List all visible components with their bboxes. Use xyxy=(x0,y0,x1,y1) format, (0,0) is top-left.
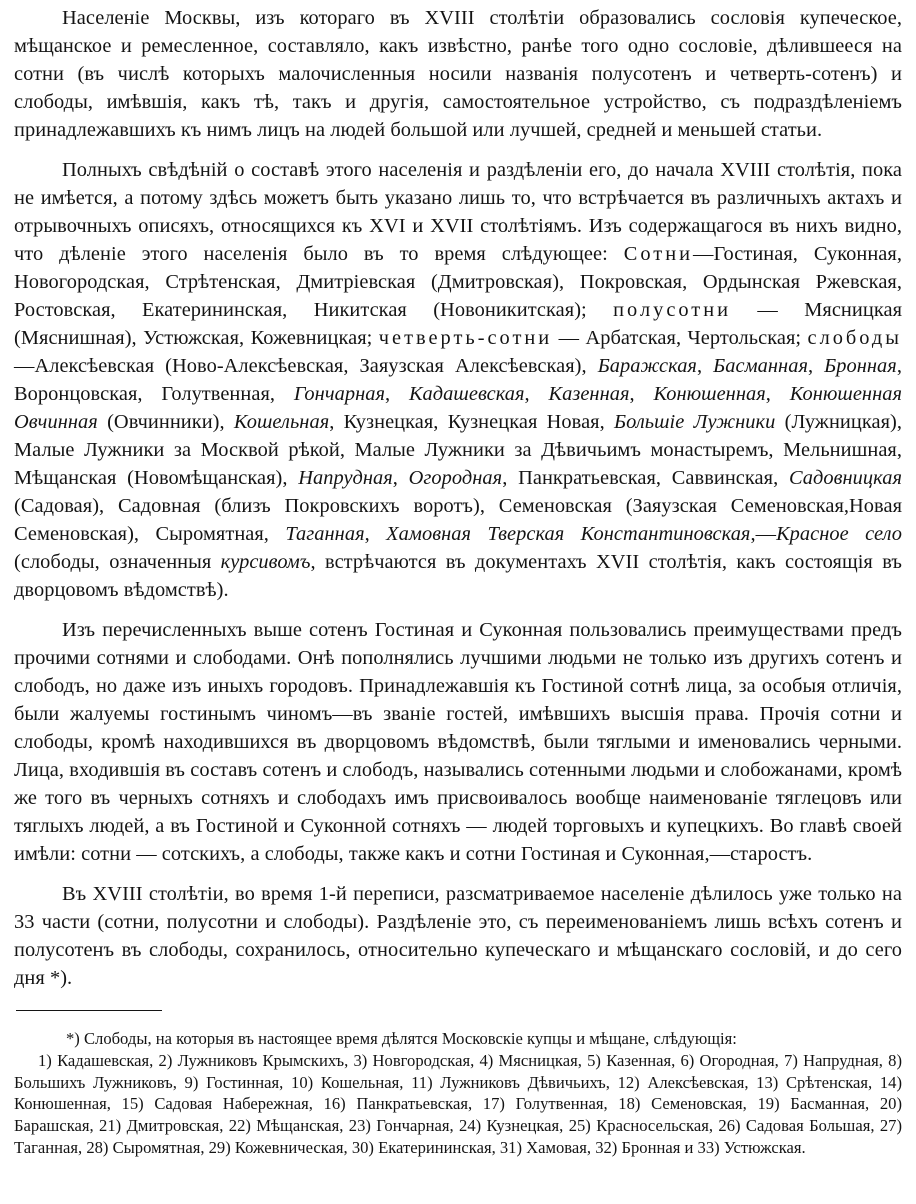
text-run: — Мясницкая (Мяснишная), Устюжская, Кожевницкая; xyxy=(14,299,902,349)
spaced-text: Сотни xyxy=(623,243,694,265)
italic-text: Кошельная xyxy=(233,411,330,433)
italic-text: Большіе Лужники xyxy=(614,411,776,433)
text-run: , xyxy=(765,383,790,405)
text-run: , Воронцовская, Голутвенная, xyxy=(14,355,902,405)
text-run: , Панкратьевская, Саввинская, xyxy=(502,467,789,489)
italic-text: Конюшенная xyxy=(653,383,766,405)
text-run: , xyxy=(392,467,409,489)
italic-text: Казенная xyxy=(548,383,630,405)
paragraph-3 xyxy=(14,616,902,868)
document-body xyxy=(14,4,902,1004)
italic-text: Красное село xyxy=(776,523,903,545)
text-run: , xyxy=(807,355,825,377)
text-run: —Алексѣевская (Ново-Алексѣевская, Заяузская Алексѣевская), xyxy=(14,355,598,377)
italic-text: Баражская xyxy=(597,355,697,377)
italic-text: Таганная xyxy=(285,523,365,545)
footnote-divider xyxy=(16,1010,162,1011)
footnote-heading: *) Слободы, на которыя въ настоящее время дѣлятся Московскіе купцы и мѣщане, слѣдующія: xyxy=(66,1029,737,1048)
text-run: (слободы, означенныя xyxy=(14,551,221,573)
text-run: , xyxy=(364,523,387,545)
paragraph-1 xyxy=(14,4,902,144)
italic-text: Огородная xyxy=(408,467,503,489)
footnote-list: 1) Кадашевская, 2) Лужниковъ Крымскихъ, 3) Новгородская, 4) Мясницкая, 5) Казенная, 6) Огородная, 7) Напрудная, 8) Большихъ Лужниковъ, 9) Гостинная, 10) Кошельная, 11) Лужниковъ Дѣвичьихъ, 12) Алексѣевская, 13) Срѣтенская, 14) Конюшенная, 15) Садовая Набережная, 16) Панкратьевская, 17) Голутвенная, 18) Семеновская, 19) Басманная, 20) Барашская, 21) Дмитровская, 22) Мѣщанская, 23) Гончарная, 24) Кузнецкая, 25) Красносельская, 26) Садовая Большая, 27) Таганная, 28) Сыромятная, 29) Кожевническая, 30) Екатерининская, 31) Хамовая, 32) Бронная и 33) Устюжская. xyxy=(14,1050,902,1157)
text-run: ,— xyxy=(750,523,777,545)
text-run: Населеніе Москвы, изъ котораго въ XVIII столѣтіи образовались сословія купеческое, мѣщанское и ремесленное, составляло, какъ извѣстно, ранѣе того одно сословіе, дѣлившееся на сотни (въ числѣ которыхъ малочисленныя носили названія полусотенъ и четверть-сотенъ) и слободы, имѣвшія, какъ тѣ, такъ и другія, самостоятельное устройство, съ подраздѣленіемъ принадлежавшихъ къ нимъ лицъ на людей большой или лучшей, средней и меньшей статьи. xyxy=(14,7,902,141)
italic-text: Кадашевская xyxy=(408,383,525,405)
text-run: , xyxy=(524,383,549,405)
text-run: Полныхъ свѣдѣній о составѣ этого населенія и раздѣленіи его, до начала XVIII столѣтія, пока не имѣется, а потому здѣсь можетъ быть указано лишь то, что встрѣчается въ различныхъ актахъ и отрывочныхъ описяхъ, относящихся къ XVI и XVII столѣтіямъ. Изъ содержащагося въ нихъ видно, что дѣленіе этого населенія было въ то время слѣдующее: xyxy=(14,159,902,265)
text-run: Въ XVIII столѣтіи, во время 1-й переписи, разсматриваемое населеніе дѣлилось уже только на 33 части (сотни, полусотни и слободы). Раздѣленіе это, съ переименованіемъ лишь всѣхъ сотенъ и полусотенъ въ слободы, сохранилось, относительно купеческаго и мѣщанскаго сословій, и до сего дня *). xyxy=(14,883,902,989)
italic-text: курсивомъ xyxy=(220,551,311,573)
text-run: (Садовая), Садовная (близъ Покровскихъ воротъ), Семеновская (Заяузская Семеновская,Новая Семеновская), Сыромятная, xyxy=(14,495,902,545)
italic-text: Басманная xyxy=(713,355,808,377)
text-run: , xyxy=(696,355,714,377)
italic-text: Конюшенная Овчинная xyxy=(14,383,903,433)
text-run: , встрѣчаются въ документахъ XVII столѣтія, какъ состоящія въ дворцовомъ вѣдомствѣ). xyxy=(14,551,902,601)
spaced-text: слободы xyxy=(807,327,902,349)
text-run: , xyxy=(629,383,654,405)
paragraph-4 xyxy=(14,880,902,992)
text-run: — Арбатская, Чертольская; xyxy=(552,327,808,349)
text-run: Изъ перечисленныхъ выше сотенъ Гостиная и Суконная пользовались преимуществами предъ прочими сотнями и слободами. Онѣ пополнялись лучшими людьми не только изъ другихъ сотенъ и слободъ, но даже изъ иныхъ городовъ. Принадлежавшія къ Гостиной сотнѣ лица, за особыя отличія, были жалуемы гостинымъ чиномъ—въ званіе гостей, имѣвшихъ высшія права. Прочія сотни и слободы, кромѣ находившихся въ дворцовомъ вѣдомствѣ, были тяглыми и именовались черными. Лица, входившія въ составъ сотенъ и слободъ, назывались сотенными людьми и слобожанами, кромѣ же того въ черныхъ сотняхъ и слободахъ имъ присвоивалось вообще наименованіе тяглецовъ или тяглыхъ людей, а въ Гостиной и Суконной сотняхъ — людей торговыхъ и купецкихъ. Во главѣ своей имѣли: сотни — сотскихъ, а слободы, также какъ и сотни Гостиная и Суконная,—старостъ. xyxy=(14,619,902,865)
italic-text: Хамовная Тверская Константиновская xyxy=(386,523,751,545)
text-run: (Овчинники), xyxy=(97,411,234,433)
italic-text: Бронная xyxy=(824,355,897,377)
italic-text: Напрудная xyxy=(298,467,393,489)
italic-text: Гончарная xyxy=(293,383,386,405)
text-run: , Кузнецкая, Кузнецкая Новая, xyxy=(329,411,615,433)
spaced-text: четверть-сотни xyxy=(378,327,553,349)
paragraph-2 xyxy=(14,156,902,604)
text-run: —Гостиная, Суконная, Новогородская, Стрѣтенская, Дмитріевская (Дмитровская), Покровская, Ордынская Ржевская, Ростовская, Екатерининская, Никитская (Новоникитская); xyxy=(14,243,902,321)
italic-text: Садовницкая xyxy=(788,467,902,489)
text-run: , xyxy=(385,383,409,405)
text-run: (Лужницкая), Малые Лужники за Москвой рѣкой, Малые Лужники за Дѣвичьимъ монастыремъ, Мельнишная, Мѣщанская (Новомѣщанская), xyxy=(14,411,902,489)
spaced-text: полусотни xyxy=(613,299,732,321)
footnote xyxy=(14,1028,902,1159)
